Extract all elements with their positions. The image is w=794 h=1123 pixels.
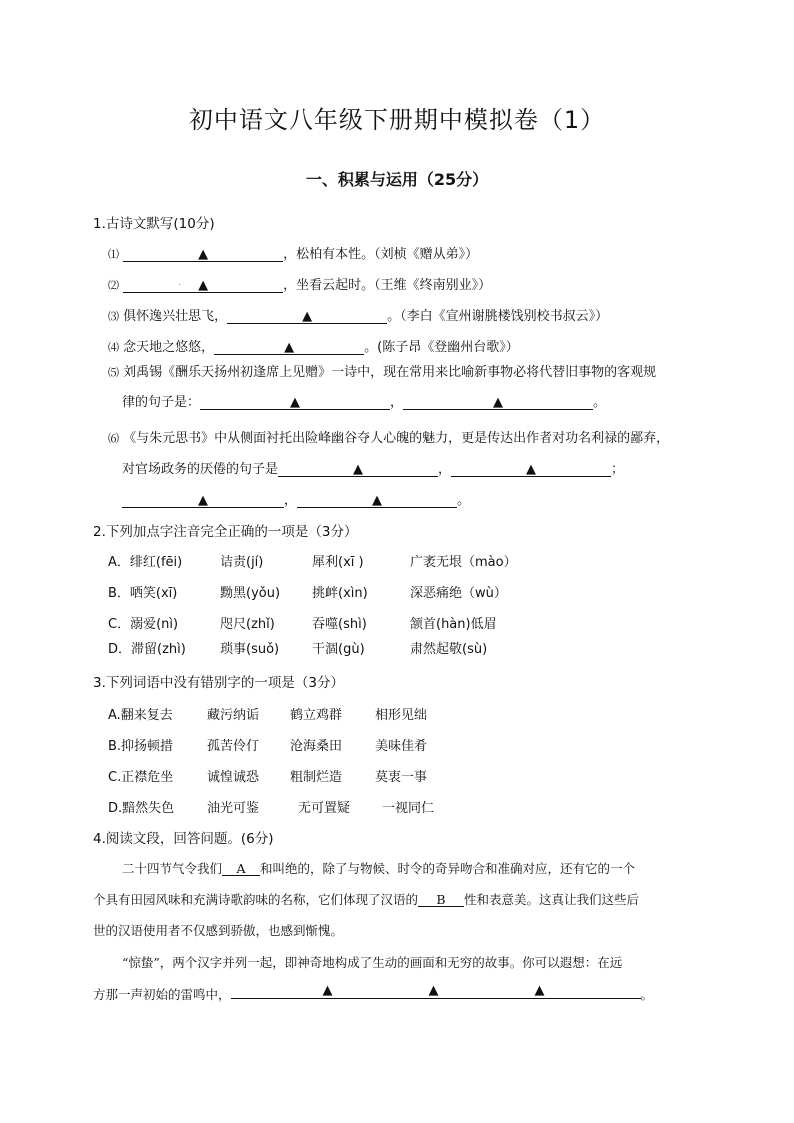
- option-item: A.翻来复去: [108, 708, 173, 723]
- option-item: 孤苦伶仃: [207, 739, 260, 754]
- q1-line-5a: [108, 361, 656, 380]
- line-prefix: 念天地之悠悠，: [123, 340, 215, 355]
- passage-line: [93, 984, 653, 1003]
- stray-dot: ·: [178, 280, 182, 291]
- passage-text: 个具有田园风味和充满诗歌韵味的名称，它们体现了汉语的: [93, 892, 419, 907]
- q3-heading: 3.下列词语中没有错别字的一项是（3分）: [93, 675, 344, 691]
- passage-line: [93, 890, 639, 908]
- option-item: 莫衷一事: [375, 770, 428, 785]
- triangle-marker-icon: ▲: [198, 278, 209, 293]
- option-item: 藏污纳诟: [207, 708, 260, 723]
- passage-text: 和叫绝的，除了与物候、时令的奇异吻合和准确对应，还有它的一个: [260, 861, 636, 876]
- line-end: 。: [640, 987, 654, 1002]
- triangle-marker-icon: ▲: [198, 247, 209, 262]
- q2-heading: 2.下列加点字注音完全正确的一项是（3分）: [93, 524, 358, 540]
- triangle-marker-icon: ▲: [322, 983, 333, 998]
- option-item: 深恶痛绝（wù）: [410, 586, 507, 601]
- option-item: 一视同仁: [382, 801, 435, 816]
- answer-blank[interactable]: [278, 462, 438, 477]
- triangle-marker-icon: ▲: [534, 983, 545, 998]
- option-item: 诘责(jí): [220, 555, 264, 570]
- separator: ，: [390, 395, 404, 410]
- line-text: ，坐看云起时。（王维《终南别业》）: [283, 278, 492, 293]
- line-number: ⑴: [108, 248, 119, 261]
- option-item: 粗制烂造: [290, 770, 343, 785]
- q1-line-1: [108, 243, 478, 262]
- answer-blank[interactable]: [214, 340, 364, 355]
- separator: ，: [438, 462, 452, 477]
- line-end: 。: [457, 493, 471, 508]
- triangle-marker-icon: ▲: [372, 493, 383, 508]
- option-item: 诚惶诚恐: [207, 770, 260, 785]
- q1-heading: 1.古诗文默写(10分): [93, 216, 215, 232]
- q1-line-6b: [122, 458, 624, 477]
- line-text: ，松柏有本性。（刘桢《赠从弟》）: [283, 247, 479, 262]
- option-item: 肃然起敬(sù): [410, 642, 488, 657]
- option-item: B.抑扬顿措: [108, 739, 174, 754]
- passage-line: 世的汉语使用者不仅感到骄傲，也感到惭愧。: [93, 923, 344, 938]
- q1-line-6c: [122, 489, 470, 508]
- passage-line: “惊蛰”，两个汉字并列一起，即神奇地构成了生动的画面和无穷的故事。你可以遐想：在远: [122, 955, 623, 970]
- option-item: 鹤立鸡群: [290, 708, 343, 723]
- answer-blank[interactable]: [123, 247, 283, 262]
- option-item: 沧海桑田: [290, 739, 343, 754]
- line-number: ⑸: [108, 366, 119, 379]
- q1-line-2: [108, 274, 491, 293]
- passage-text: 性和表意美。这真让我们这些后: [464, 892, 640, 907]
- option-item: D．滞留(zhì): [108, 642, 186, 657]
- q1-line-5b: [122, 391, 606, 410]
- q1-line-3: [108, 305, 608, 324]
- answer-blank[interactable]: [200, 395, 390, 410]
- passage-text: 方那一声初始的雷鸣中，: [93, 987, 231, 1002]
- line-end: 。: [593, 395, 607, 410]
- option-item: B．哂笑(xī): [108, 586, 178, 601]
- option-item: 干涸(gù): [312, 642, 365, 657]
- line-suffix: 。（李白《宣州谢朓楼饯别校书叔云》）: [387, 309, 609, 324]
- answer-blank[interactable]: [227, 309, 387, 324]
- triangle-marker-icon: ▲: [493, 395, 504, 410]
- triangle-marker-icon: ▲: [284, 340, 295, 355]
- option-item: D.黯然失色: [108, 801, 175, 816]
- option-item: 颔首(hàn)低眉: [410, 617, 497, 632]
- q1-line-4: [108, 336, 519, 355]
- line-prefix: 对官场政务的厌倦的句子是: [122, 462, 279, 477]
- q4-heading: 4.阅读文段，回答问题。(6分): [93, 831, 274, 847]
- page-title: 初中语文八年级下册期中模拟卷（1）: [188, 106, 606, 134]
- option-item: 吞噬(shì): [312, 617, 367, 632]
- option-item: 琐事(suǒ): [220, 642, 280, 657]
- answer-blank[interactable]: [403, 395, 593, 410]
- option-item: 广袤无垠（mào）: [410, 555, 517, 570]
- option-item: 犀利(xī ): [312, 555, 364, 570]
- line-text: 刘禹锡《酬乐天扬州初逢席上见赠》一诗中，现在常用来比喻新事物必将代替旧事物的客观规: [123, 365, 657, 380]
- triangle-marker-icon: ▲: [290, 395, 301, 410]
- line-end: ；: [611, 462, 625, 477]
- line-number: ⑹: [108, 432, 119, 445]
- answer-blank-a[interactable]: [222, 861, 260, 876]
- answer-blank[interactable]: [123, 278, 283, 293]
- triangle-marker-icon: ▲: [198, 493, 208, 508]
- option-item: 咫尺(zhǐ): [220, 617, 275, 632]
- option-item: 无可置疑: [298, 801, 351, 816]
- line-text: 《与朱元思书》中从侧面衬托出险峰幽谷夺人心魄的魅力，更是传达出作者对功名利禄的鄙弃，: [123, 431, 670, 446]
- triangle-marker-icon: ▲: [428, 983, 439, 998]
- line-number: ⑶: [108, 310, 119, 323]
- triangle-marker-icon: ▲: [353, 462, 364, 477]
- blank-label: B: [436, 892, 446, 907]
- option-item: A．绯红(fēi): [108, 555, 183, 570]
- line-suffix: 。(陈子昂《登幽州台歌》）: [364, 340, 519, 355]
- line-prefix: 俱怀逸兴壮思飞，: [123, 309, 228, 324]
- blank-label: A: [236, 861, 246, 876]
- triangle-marker-icon: ▲: [302, 309, 313, 324]
- passage-text: 二十四节气令我们: [122, 861, 223, 876]
- line-prefix: 律的句子是：: [122, 395, 201, 410]
- answer-blank[interactable]: [297, 493, 457, 508]
- option-item: 挑衅(xìn): [312, 586, 368, 601]
- triangle-marker-icon: ▲: [526, 462, 537, 477]
- q1-line-6a: [108, 427, 669, 446]
- option-item: 黝黑(yǒu): [220, 586, 281, 601]
- option-item: 油光可鉴: [207, 801, 260, 816]
- option-item: C．溺爱(nì): [108, 617, 179, 632]
- option-item: 美味佳肴: [375, 739, 428, 754]
- separator: ，: [284, 493, 298, 508]
- answer-blank-b[interactable]: [418, 892, 464, 907]
- line-number: ⑵: [108, 279, 119, 292]
- option-item: 相形见绌: [375, 708, 428, 723]
- answer-blank[interactable]: [122, 493, 284, 508]
- line-number: ⑷: [108, 341, 119, 354]
- answer-blank[interactable]: [231, 984, 641, 999]
- section-heading: 一、积累与运用（25分）: [305, 170, 489, 189]
- answer-blank[interactable]: [451, 462, 611, 477]
- option-item: C.正襟危坐: [108, 770, 174, 785]
- passage-line: [122, 859, 635, 877]
